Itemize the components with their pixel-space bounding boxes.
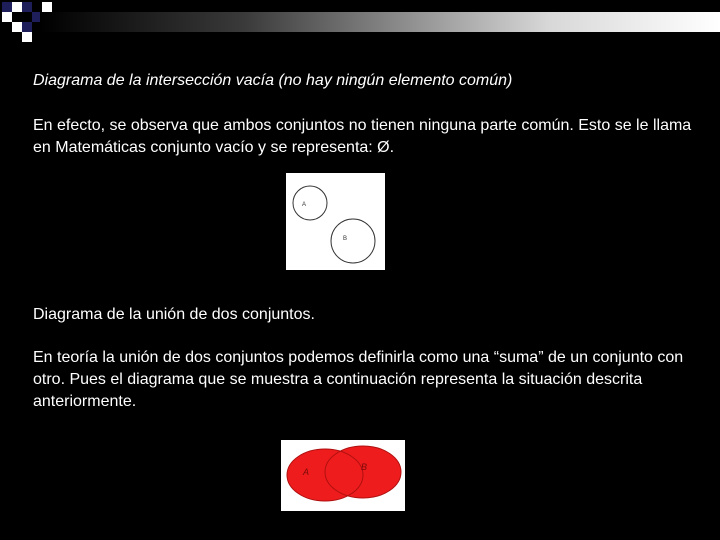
- union-label-a: A: [303, 467, 310, 477]
- decorative-gradient-band: [40, 12, 720, 32]
- set-b-label: B: [343, 236, 348, 242]
- paragraph-union: En teoría la unión de dos conjuntos podemos definirla como una “suma” de un conjunto con otro. Pues el diagrama que se muestra a continuación representa la situación descrita anteriormente.: [33, 349, 684, 410]
- union-diagram: [281, 440, 405, 511]
- heading-union: Diagrama de la unión de dos conjuntos.: [33, 306, 315, 323]
- set-a-label: A: [302, 202, 307, 208]
- set-a-circle: [293, 186, 327, 220]
- heading-empty-intersection: Diagrama de la intersección vacía (no hay ningún elemento común): [33, 72, 513, 89]
- union-label-b: B: [361, 462, 368, 472]
- set-b-circle: [331, 219, 375, 263]
- empty-intersection-diagram: [286, 173, 385, 270]
- paragraph-empty-intersection: En efecto, se observa que ambos conjuntos no tienen ninguna parte común. Esto se le llama en Matemáticas conjunto vacío y se representa: Ø.: [33, 117, 692, 156]
